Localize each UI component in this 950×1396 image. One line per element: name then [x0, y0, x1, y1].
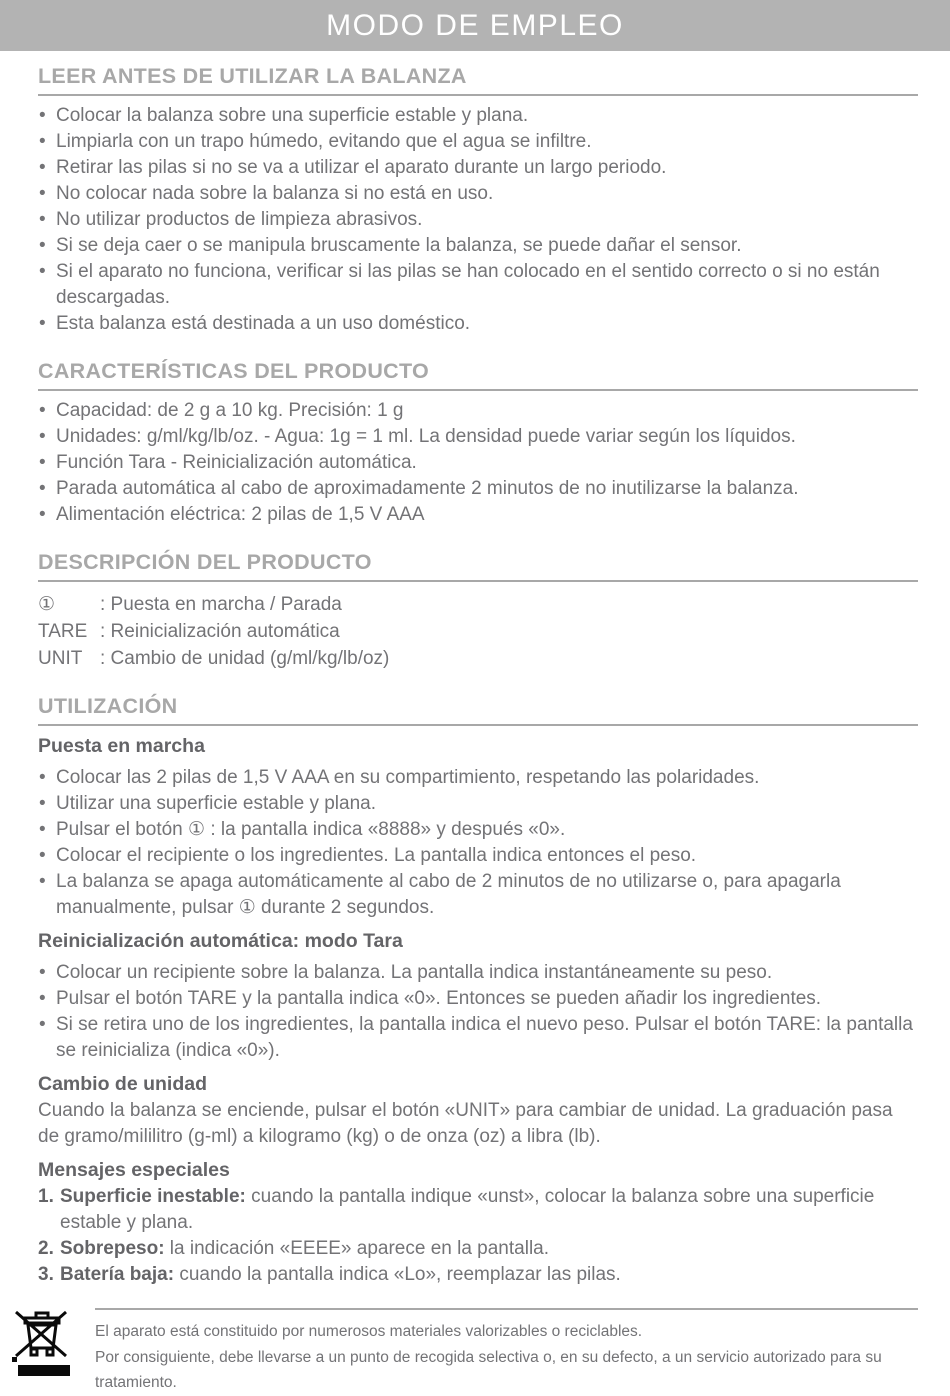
definition-text: : Reinicialización automática [100, 621, 340, 642]
section-descripcion [38, 550, 918, 672]
numbered-item [38, 1262, 918, 1288]
bullet-item: • Función Tara - Reinicialización automática. [38, 450, 918, 476]
bullet-item: • Retirar las pilas si no se va a utilizar el aparato durante un largo periodo. [38, 155, 918, 181]
bullet-item: • No colocar nada sobre la balanza si no está en uso. [38, 181, 918, 207]
definition-label: UNIT [38, 648, 83, 669]
item-text: Superficie inestable: cuando la pantalla indique «unst», colocar la balanza sobre una superficie estable y plana. [60, 1186, 875, 1233]
subsection-title: Reinicialización automática: modo Tara [38, 930, 403, 952]
bullet-item: • Pulsar el botón TARE y la pantalla indica «0». Entonces se pueden añadir los ingredientes. [38, 986, 918, 1012]
bullet-list [38, 765, 918, 921]
weee-crossed-out-bin-icon [10, 1308, 84, 1381]
paragraph: Cuando la balanza se enciende, pulsar el botón «UNIT» para cambiar de unidad. La graduación pasa de gramo/mililitro (g-ml) a kilogramo (kg) o de onza (oz) a libra (lb). [38, 1100, 893, 1147]
bullet-item: • Parada automática al cabo de aproximadamente 2 minutos de no inutilizarse la balanza. [38, 476, 918, 502]
bullet-item: • Colocar la balanza sobre una superficie estable y plana. [38, 103, 918, 129]
footer-line: El aparato está constituido por numerosos materiales valorizables o reciclables. [95, 1323, 643, 1340]
item-text: Batería baja: cuando la pantalla indica «Lo», reemplazar las pilas. [60, 1264, 621, 1285]
numbered-item [38, 1184, 918, 1236]
section-heading: UTILIZACIÓN [38, 694, 918, 726]
definition-text: : Cambio de unidad (g/ml/kg/lb/oz) [100, 648, 390, 669]
section-heading: CARACTERÍSTICAS DEL PRODUCTO [38, 359, 918, 391]
subsection-4 [38, 1159, 918, 1288]
numbered-item [38, 1236, 918, 1262]
footer-line: Por consiguiente, debe llevarse a un punto de recogida selectiva o, en su defecto, a un servicio autorizado para su tratamiento. [95, 1349, 882, 1391]
item-text: Sobrepeso: la indicación «EEEE» aparece en la pantalla. [60, 1238, 550, 1259]
subsection-1 [38, 735, 918, 921]
footer-text [95, 1308, 918, 1396]
item-lead: Superficie inestable: [60, 1186, 246, 1207]
subsection-title: Cambio de unidad [38, 1073, 208, 1095]
subsection-title: Puesta en marcha [38, 735, 205, 757]
section-heading: LEER ANTES DE UTILIZAR LA BALANZA [38, 64, 918, 96]
bullet-item: • Pulsar el botón ① : la pantalla indica «8888» y después «0». [38, 817, 918, 843]
bullet-item: • Unidades: g/ml/kg/lb/oz. - Agua: 1g = 1 ml. La densidad puede variar según los líquidos. [38, 424, 918, 450]
page-header [0, 0, 950, 51]
definition-row [38, 618, 918, 645]
item-lead: Sobrepeso: [60, 1238, 165, 1259]
numbered-list [38, 1184, 918, 1288]
bullet-item: • Si el aparato no funciona, verificar si las pilas se han colocado en el sentido correcto o si no están descargadas. [38, 259, 918, 311]
bullet-list [38, 398, 918, 528]
subsection-3 [38, 1073, 918, 1150]
bullet-item: • Si se deja caer o se manipula bruscamente la balanza, se puede dañar el sensor. [38, 233, 918, 259]
definition-row [38, 645, 918, 672]
definition-label: TARE [38, 621, 88, 642]
bullet-item: • No utilizar productos de limpieza abrasivos. [38, 207, 918, 233]
page-title: MODO DE EMPLEO [326, 8, 624, 42]
bullet-item: • La balanza se apaga automáticamente al cabo de 2 minutos de no utilizarse o, para apagarla manualmente, pulsar ① durante 2 segundos. [38, 869, 918, 921]
power-icon: ① [38, 594, 56, 615]
document-body [0, 51, 950, 1288]
item-number: 3. [38, 1264, 54, 1285]
bullet-item: • Limpiarla con un trapo húmedo, evitando que el agua se infiltre. [38, 129, 918, 155]
item-lead: Batería baja: [60, 1264, 175, 1285]
bullet-item: • Colocar un recipiente sobre la balanza. La pantalla indica instantáneamente su peso. [38, 960, 918, 986]
bullet-item: • Si se retira uno de los ingredientes, la pantalla indica el nuevo peso. Pulsar el botón TARE: la pantalla se reinicializa (indica «0»). [38, 1012, 918, 1064]
bullet-list [38, 103, 918, 337]
definition-row [38, 591, 918, 618]
section-leer-antes [38, 64, 918, 337]
subsection-title: Mensajes especiales [38, 1159, 230, 1181]
definition-list [38, 591, 918, 672]
section-utilizacion [38, 694, 918, 1288]
bullet-item: • Colocar las 2 pilas de 1,5 V AAA en su compartimiento, respetando las polaridades. [38, 765, 918, 791]
subsection-2 [38, 930, 918, 1064]
bullet-list [38, 960, 918, 1064]
item-number: 1. [38, 1186, 54, 1207]
section-caracteristicas [38, 359, 918, 528]
item-number: 2. [38, 1238, 54, 1259]
bullet-item: • Esta balanza está destinada a un uso doméstico. [38, 311, 918, 337]
bullet-item: • Alimentación eléctrica: 2 pilas de 1,5 V AAA [38, 502, 918, 528]
bullet-item: • Colocar el recipiente o los ingredientes. La pantalla indica entonces el peso. [38, 843, 918, 869]
footer [0, 1308, 950, 1396]
bullet-item: • Capacidad: de 2 g a 10 kg. Precisión: 1 g [38, 398, 918, 424]
section-heading: DESCRIPCIÓN DEL PRODUCTO [38, 550, 918, 582]
definition-text: : Puesta en marcha / Parada [100, 594, 342, 615]
bullet-item: • Utilizar una superficie estable y plana. [38, 791, 918, 817]
